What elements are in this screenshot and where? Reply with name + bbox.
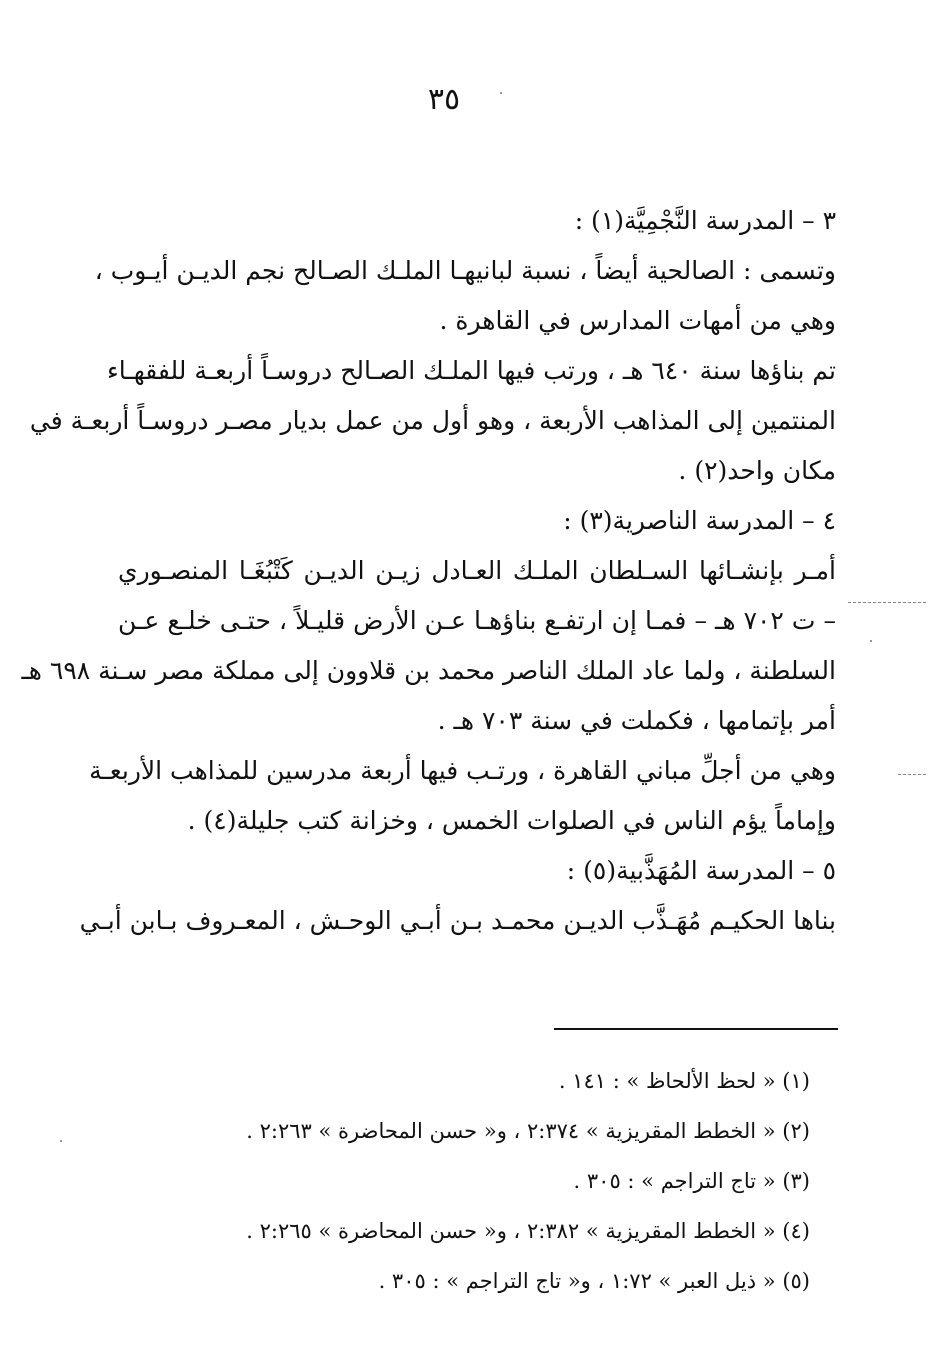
body-line: أمر بإتمامها ، فكملت في سنة ٧٠٣ هـ . <box>437 706 836 735</box>
footnote-item: (٢) « الخطط المقريزية » ٢:٣٧٤ ، و« حسن المحاضرة » ٢:٢٦٣ . <box>246 1119 810 1143</box>
body-line: وتسمى : الصالحية أيضاً ، نسبة لبانيهـا الملـك الصـالح نجم الديـن أيـوب ، <box>94 256 836 285</box>
section-heading: ٣ – المدرسة النَّجْمِيَّة(١) : <box>574 206 836 235</box>
footnote-item: (٥) « ذيل العبر » ١:٧٢ ، و« تاج التراجم » : ٣٠٥ . <box>378 1269 810 1293</box>
section-heading: ٥ – المدرسة المُهَذَّبية(٥) : <box>566 856 836 885</box>
body-text <box>21 196 836 946</box>
footnote-separator <box>554 1028 838 1030</box>
body-line: وهي من أجلِّ مباني القاهرة ، ورتـب فيها أربعة مدرسين للمذاهب الأربعـة <box>89 756 836 785</box>
body-line: المنتمين إلى المذاهب الأربعة ، وهو أول من عمل بديار مصـر دروسـاً أربعـة في <box>29 406 836 435</box>
scan-speck <box>870 640 872 642</box>
footnote-item: (٤) « الخطط المقريزية » ٢:٣٨٢ ، و« حسن المحاضرة » ٢:٢٦٥ . <box>246 1219 810 1243</box>
scan-mark <box>848 602 926 603</box>
footnote-item: (١) « لحظ الألحاظ » : ١٤١ . <box>558 1069 810 1093</box>
section-heading: ٤ – المدرسة الناصرية(٣) : <box>563 506 836 535</box>
scan-mark <box>898 774 926 775</box>
body-line: وهي من أمهات المدارس في القاهرة . <box>439 306 836 335</box>
body-line: أمـر بإنشـائها السـلطان الملـك العـادل زيـن الديـن كَتْبُغَـا المنصـوري <box>118 556 836 585</box>
footnote-item: (٣) « تاج التراجم » : ٣٠٥ . <box>573 1169 810 1193</box>
body-line: السلطنة ، ولما عاد الملك الناصر محمد بن قلاوون إلى مملكة مصر سـنة ٦٩٨ هـ <box>21 656 836 685</box>
page-number: ٣٥ <box>427 82 461 117</box>
body-line: مكان واحد(٢) . <box>678 456 836 485</box>
scan-speck <box>60 1140 62 1142</box>
body-line: تم بناؤها سنة ٦٤٠ هـ ، ورتب فيها الملـك الصـالح دروسـاً أربعـة للفقهـاء <box>107 356 836 385</box>
scan-speck <box>500 92 502 94</box>
body-line: – ت ٧٠٢ هـ – فمـا إن ارتفـع بناؤهـا عـن الأرض قليـلاً ، حتـى خلـع عـن <box>118 606 836 635</box>
footnotes <box>200 1056 810 1306</box>
body-line: بناها الحكيـم مُهَـذَّب الديـن محمـد بـن أبـي الوحـش ، المعـروف بـابن أبـي <box>79 906 836 935</box>
body-line: وإماماً يؤم الناس في الصلوات الخمس ، وخزانة كتب جليلة(٤) . <box>187 806 836 835</box>
